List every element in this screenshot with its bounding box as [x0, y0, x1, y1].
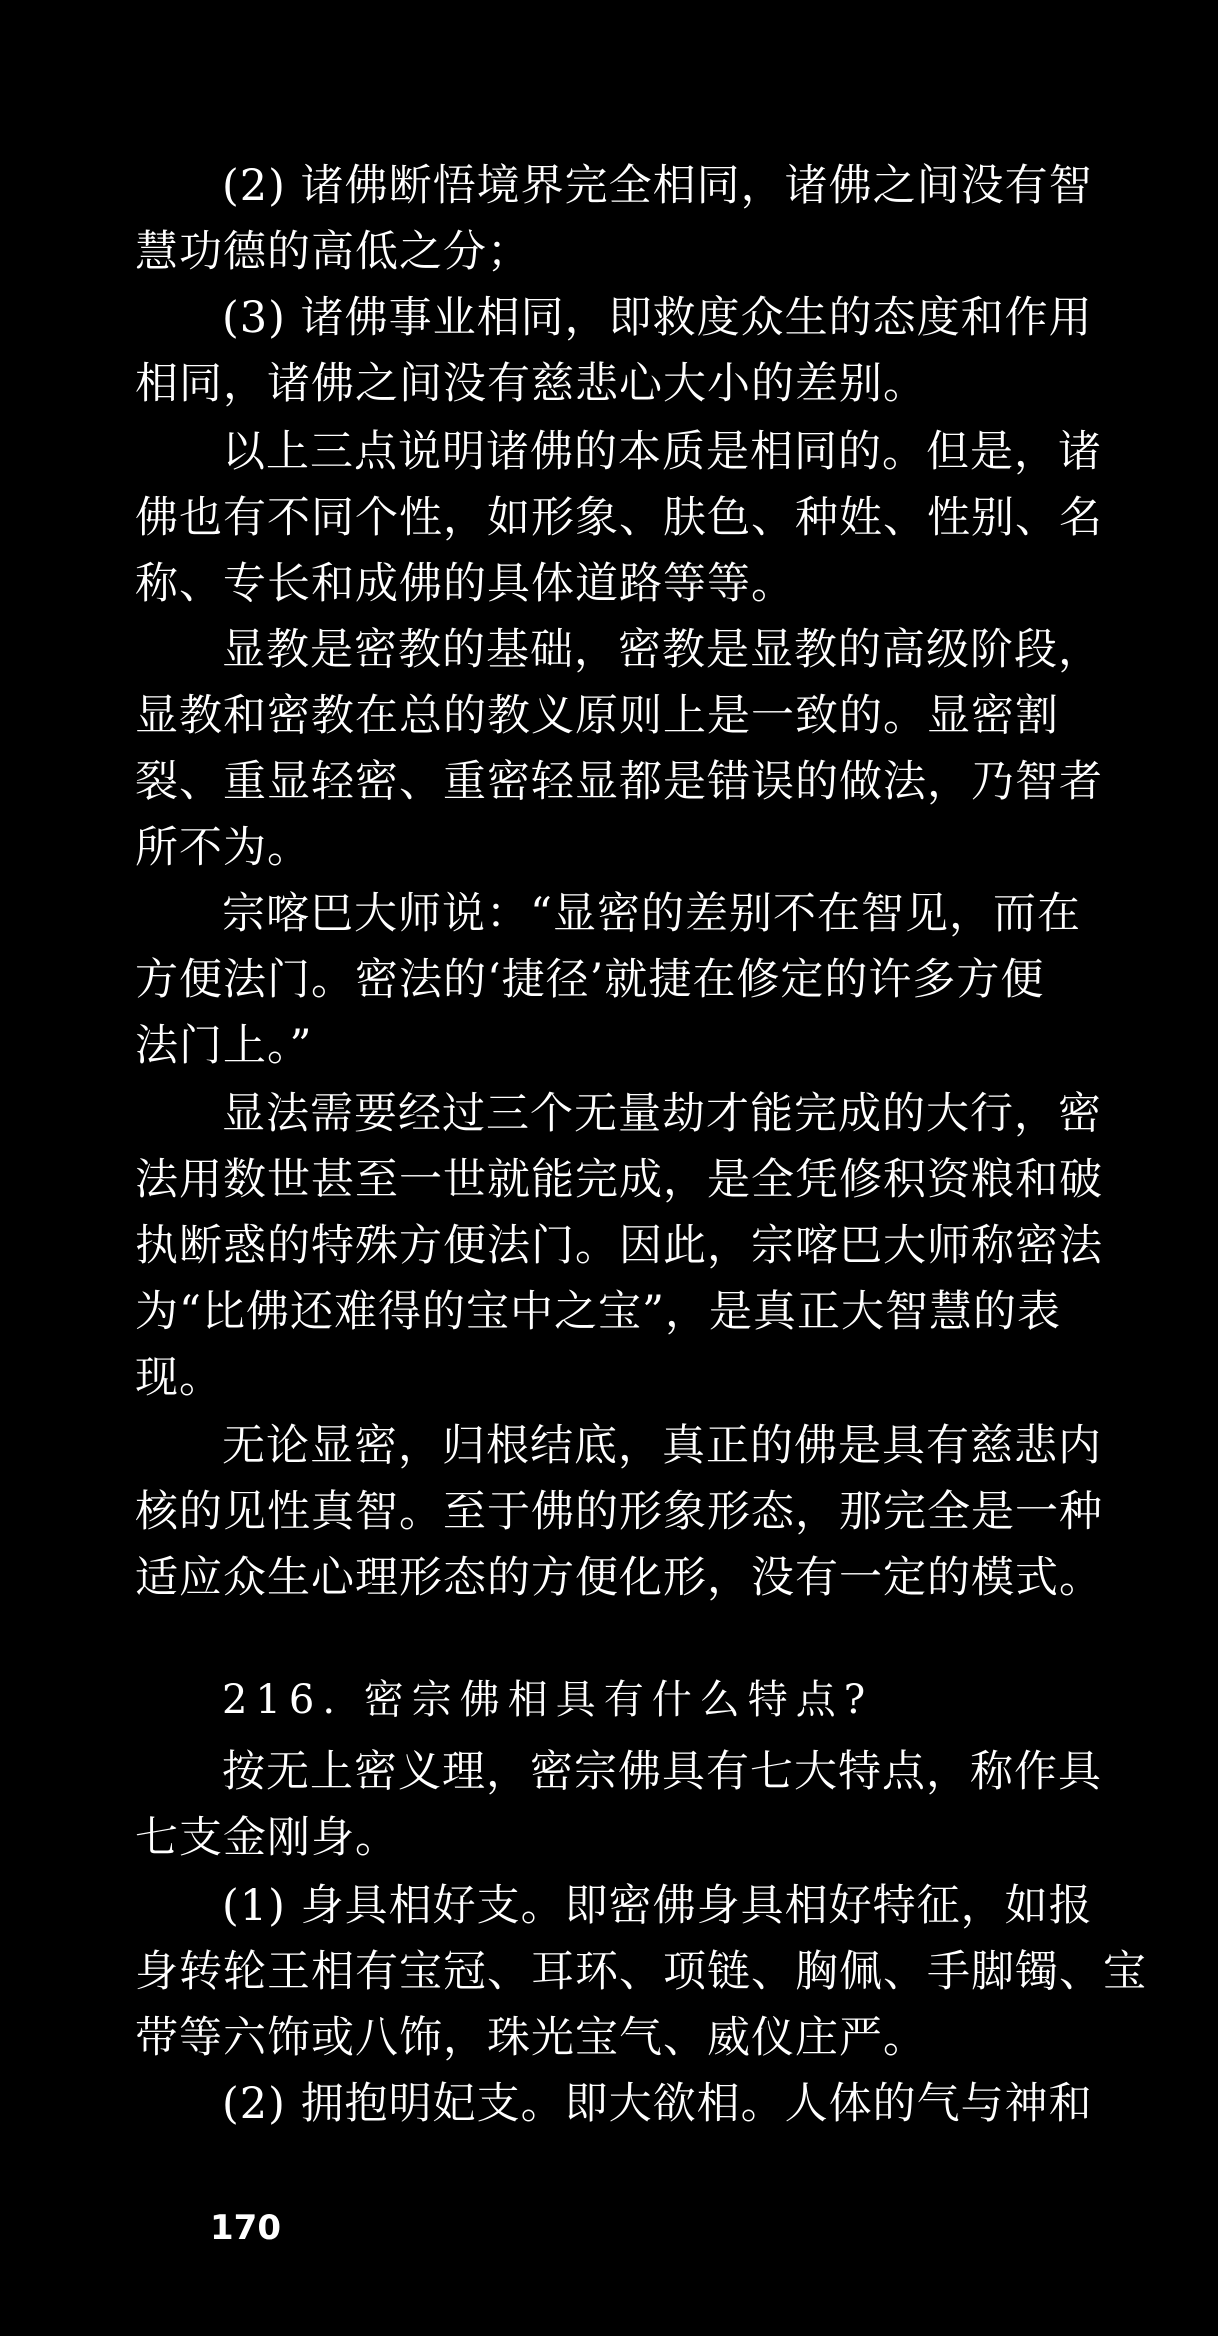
text-line: 以上三点说明诸佛的本质是相同的。但是，诸: [222, 427, 1102, 477]
text-line: 裂、重显轻密、重密轻显都是错误的做法，乃智者: [135, 757, 1103, 807]
text-line: (3) 诸佛事业相同，即救度众生的态度和作用: [222, 293, 1093, 343]
text-line: 佛也有不同个性，如形象、肤色、种姓、性别、名: [135, 493, 1103, 543]
text-line: 相同，诸佛之间没有慈悲心大小的差别。: [135, 359, 927, 409]
text-line: 显教是密教的基础，密教是显教的高级阶段，: [222, 625, 1102, 675]
text-line: (2) 拥抱明妃支。即大欲相。人体的气与神和: [222, 2079, 1093, 2129]
text-line: 显法需要经过三个无量劫才能完成的大行，密: [222, 1089, 1102, 1139]
text-line: 宗喀巴大师说：“显密的差别不在智见，而在: [222, 889, 1081, 939]
text-line: 现。: [135, 1353, 223, 1403]
text-line: 带等六饰或八饰，珠光宝气、威仪庄严。: [135, 2013, 927, 2063]
page-number: 170: [210, 2208, 281, 2248]
text-line: 七支金刚身。: [135, 1813, 399, 1863]
text-line: 按无上密义理，密宗佛具有七大特点，称作具: [222, 1747, 1102, 1797]
text-line: 无论显密，归根结底，真正的佛是具有慈悲内: [222, 1421, 1102, 1471]
text-line: 称、专长和成佛的具体道路等等。: [135, 559, 795, 609]
text-line: 身转轮王相有宝冠、耳环、项链、胸佩、手脚镯、宝: [135, 1947, 1147, 1997]
text-line: 适应众生心理形态的方便化形，没有一定的模式。: [135, 1553, 1103, 1603]
text-line: 执断惑的特殊方便法门。因此，宗喀巴大师称密法: [135, 1221, 1103, 1271]
text-line: 法门上。”: [135, 1021, 313, 1071]
section-heading: 216. 密宗佛相具有什么特点?: [222, 1677, 874, 1723]
text-line: 所不为。: [135, 823, 311, 873]
text-line: (2) 诸佛断悟境界完全相同，诸佛之间没有智: [222, 161, 1093, 211]
text-line: 为“比佛还难得的宝中之宝”，是真正大智慧的表: [135, 1287, 1061, 1337]
text-line: 显教和密教在总的教义原则上是一致的。显密割: [135, 691, 1059, 741]
text-line: 慧功德的高低之分；: [135, 227, 531, 277]
text-line: (1) 身具相好支。即密佛身具相好特征，如报: [222, 1881, 1093, 1931]
text-line: 核的见性真智。至于佛的形象形态，那完全是一种: [135, 1487, 1103, 1537]
text-line: 方便法门。密法的‘捷径’就捷在修定的许多方便: [135, 955, 1045, 1005]
text-line: 法用数世甚至一世就能完成，是全凭修积资粮和破: [135, 1155, 1103, 1205]
